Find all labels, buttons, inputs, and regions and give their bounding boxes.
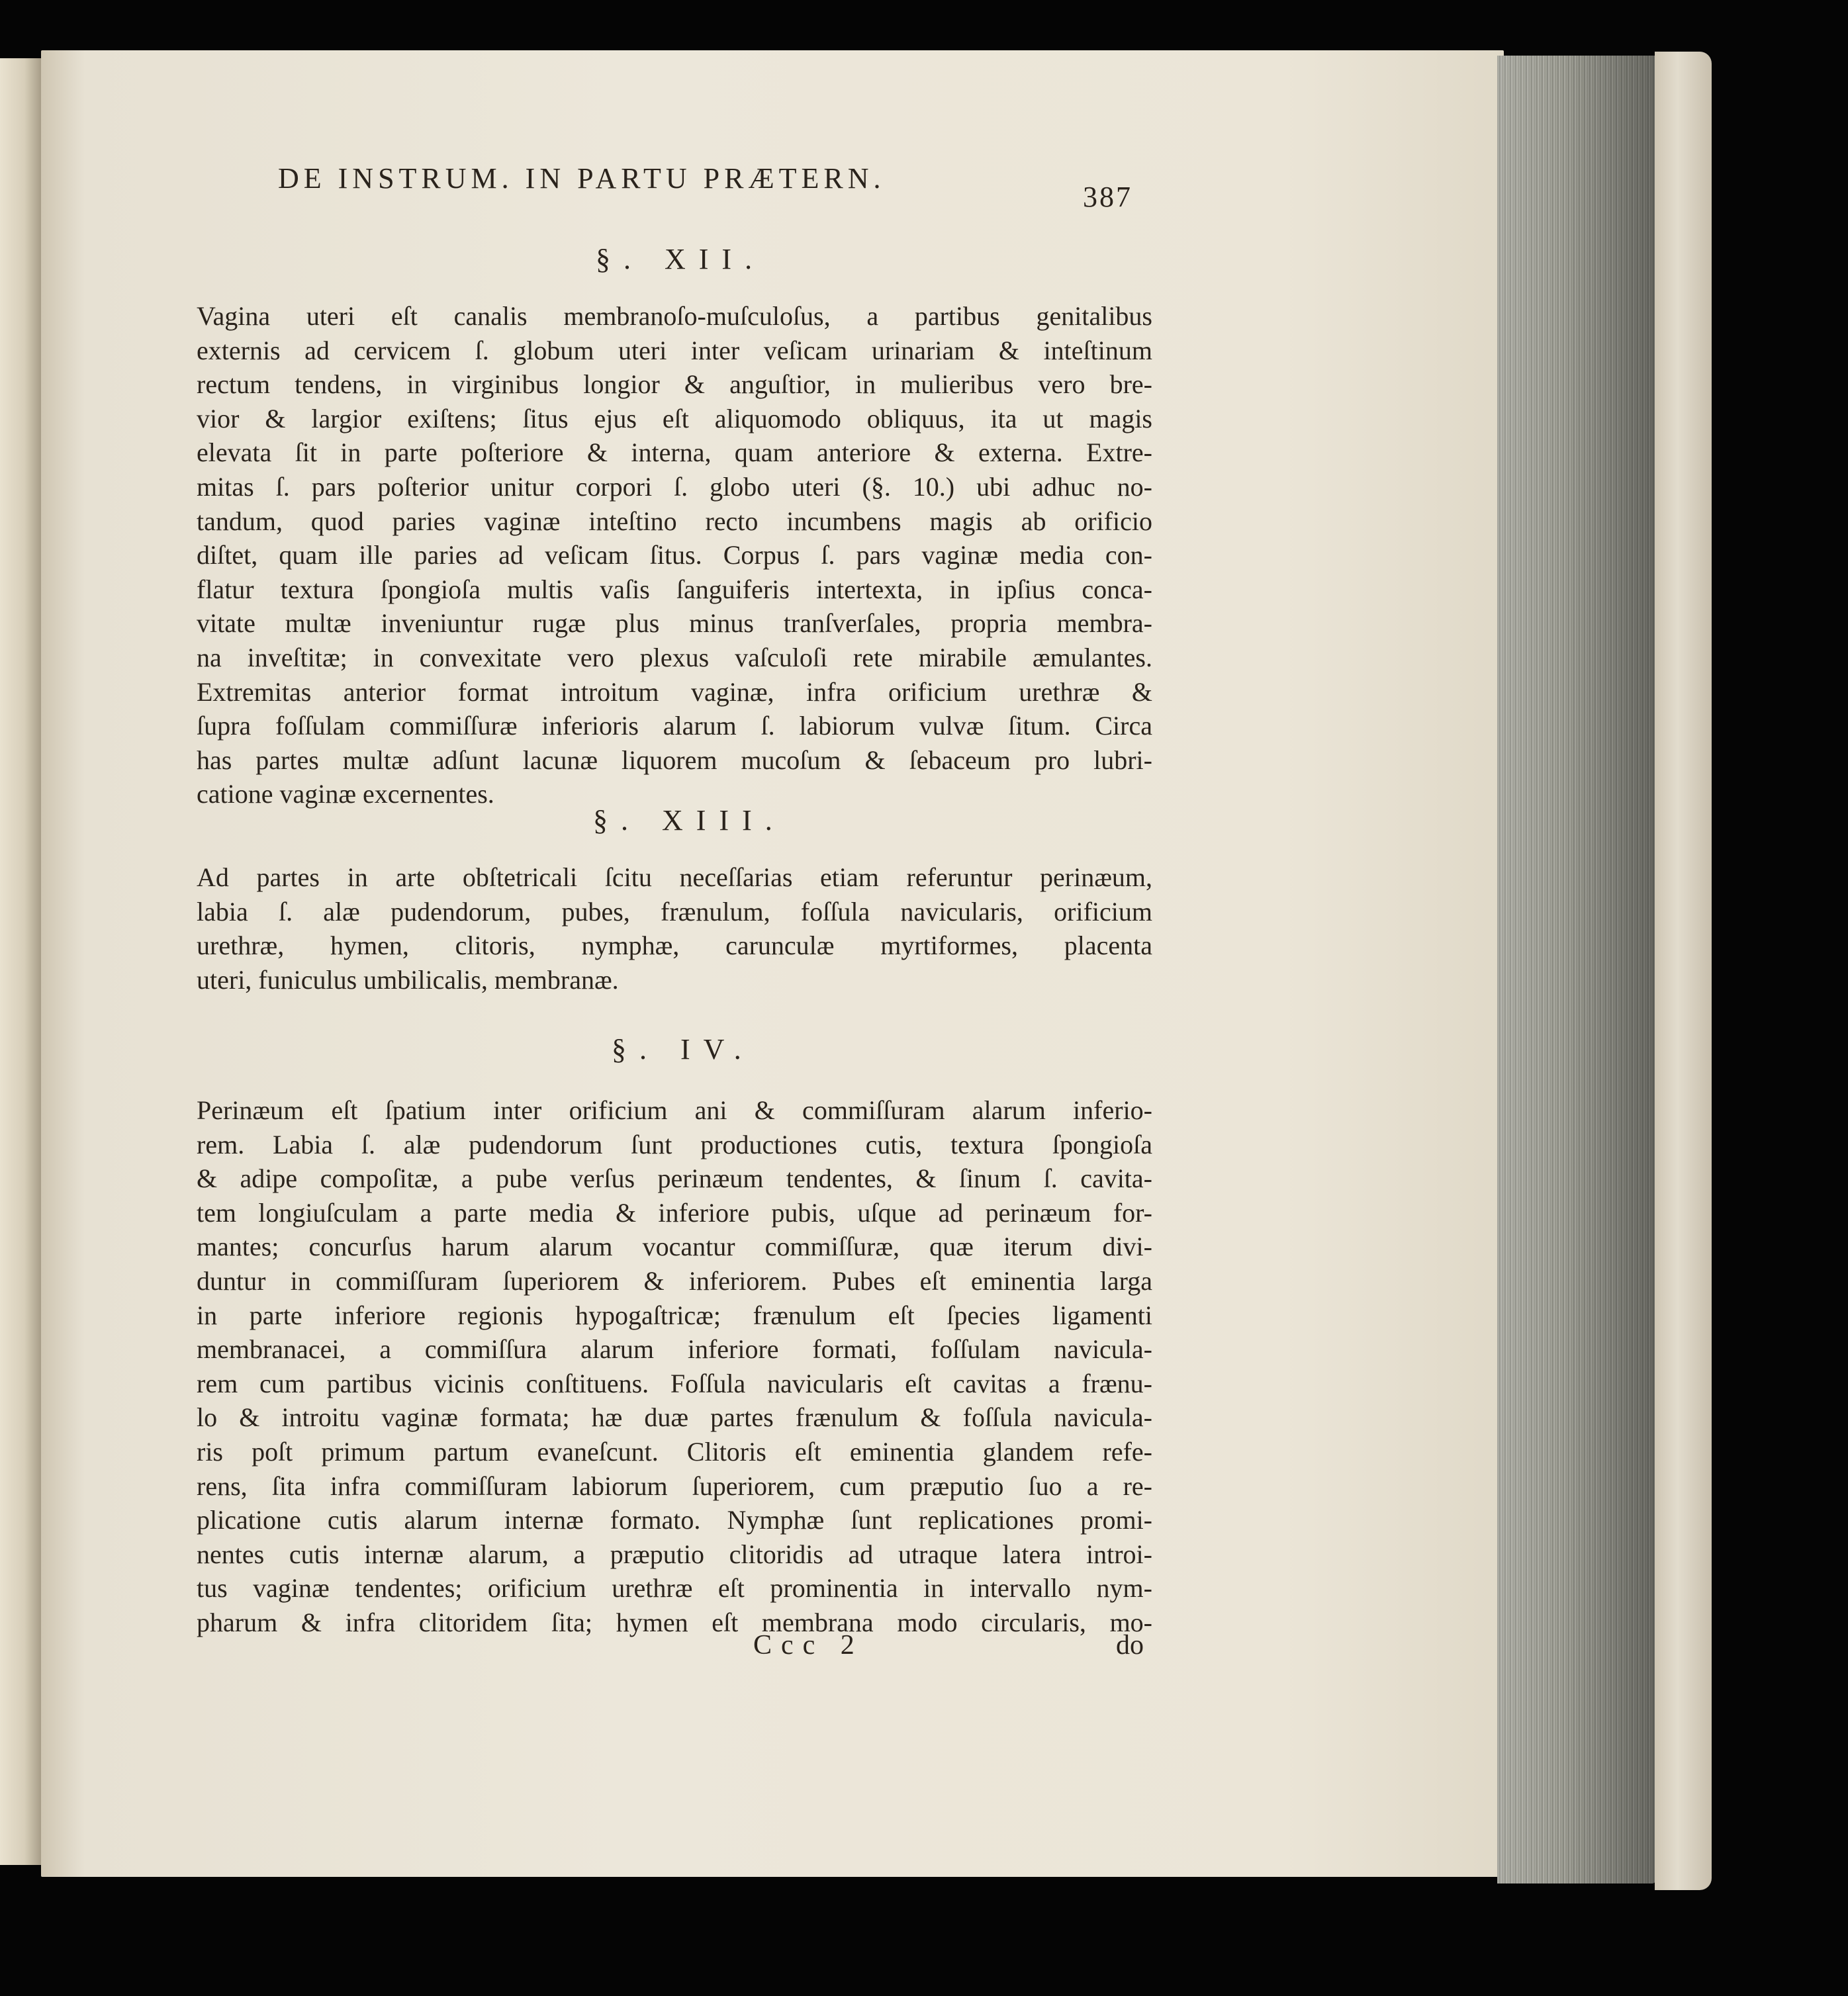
section-heading-iv: §. IV. — [612, 1033, 755, 1066]
text-line: flatur textura ſpongioſa multis vaſis ſanguiferis intertexta, in ipſius conca- — [197, 574, 1152, 604]
text-line: has partes multæ adſunt lacunæ liquorem mucoſum & ſebaceum pro lubri- — [197, 745, 1152, 775]
text-line: vitate multæ inveniuntur rugæ plus minus tranſverſales, propria membra- — [197, 608, 1152, 639]
text-line: in parte inferiore regionis hypogaſtricæ; frænulum eſt ſpecies ligamenti — [197, 1300, 1152, 1330]
text-line: elevata ſit in parte poſteriore & interna, quam anteriore & externa. Extre- — [197, 437, 1152, 468]
text-line: tem longiuſculam a parte media & inferiore pubis, uſque ad perinæum for- — [197, 1197, 1152, 1228]
text-line: mitas ſ. pars poſterior unitur corpori ſ. globo uteri (§. 10.) ubi adhuc no- — [197, 471, 1152, 502]
text-line: pharum & infra clitoridem ſita; hymen eſt membrana modo circularis, mo- — [197, 1607, 1152, 1637]
page-number: 387 — [1083, 181, 1132, 213]
paragraph-partes — [197, 860, 1152, 997]
text-line: nentes cutis internæ alarum, a præputio clitoridis ad utraque latera introi- — [197, 1539, 1152, 1569]
page-edges-shading — [1497, 56, 1656, 1883]
text-line: urethræ, hymen, clitoris, nymphæ, carunculæ myrtiformes, placenta — [197, 930, 1152, 961]
text-line: rem. Labia ſ. alæ pudendorum ſunt productiones cutis, textura ſpongioſa — [197, 1129, 1152, 1159]
text-line: Ad partes in arte obſtetricali ſcitu neceſſarias etiam referuntur perinæum, — [197, 862, 1152, 892]
text-line: tus vaginæ tendentes; orificium urethræ eſt prominentia in intervallo nym- — [197, 1573, 1152, 1604]
section-heading-xiii: §. XIII. — [593, 804, 786, 837]
text-line: & adipe compoſitæ, a pube verſus perinæum tendentes, & ſinum ſ. cavita- — [197, 1163, 1152, 1194]
text-line: duntur in commiſſuram ſuperiorem & inferiorem. Pubes eſt eminentia larga — [197, 1265, 1152, 1296]
text-line: diſtet, quam ille paries ad veſicam ſitus. Corpus ſ. pars vaginæ media con- — [197, 540, 1152, 570]
text-line: externis ad cervicem ſ. globum uteri inter veſicam urinariam & inteſtinum — [197, 335, 1152, 365]
text-line: Extremitas anterior format introitum vaginæ, infra orificium urethræ & — [197, 676, 1152, 707]
text-line: lo & introitu vaginæ formata; hæ duæ partes frænulum & foſſula navicula- — [197, 1402, 1152, 1433]
text-line: Vagina uteri eſt canalis membranoſo-muſculoſus, a partibus genitalibus — [197, 301, 1152, 331]
book-cover-edge — [1655, 52, 1712, 1890]
text-line: ris poſt primum partum evaneſcunt. Clitoris eſt eminentia glandem refe- — [197, 1436, 1152, 1467]
paragraph-perinaeum — [197, 1093, 1152, 1640]
text-line: membranacei, a commiſſura alarum inferiore formati, foſſulam navicula- — [197, 1334, 1152, 1365]
signature-mark: Ccc 2 — [753, 1630, 864, 1660]
paragraph-vagina — [197, 299, 1152, 811]
text-line: rem cum partibus vicinis conſtituens. Foſſula navicularis eſt cavitas a frænu- — [197, 1368, 1152, 1398]
left-page-edge — [0, 58, 41, 1865]
text-line: tandum, quod paries vaginæ inteſtino recto incumbens magis ab orificio — [197, 506, 1152, 536]
text-line: Perinæum eſt ſpatium inter orificium ani & commiſſuram alarum inferio- — [197, 1095, 1152, 1125]
text-line: ſupra foſſulam commiſſuræ inferioris alarum ſ. labiorum vulvæ ſitum. Circa — [197, 711, 1152, 741]
text-line: vior & largior exiſtens; ſitus ejus eſt aliquomodo obliquus, ita ut magis — [197, 403, 1152, 433]
catchword: do — [1116, 1630, 1144, 1660]
text-line: uteri, funiculus umbilicalis, membranæ. — [197, 964, 619, 995]
running-header: DE INSTRUM. IN PARTU PRÆTERN. — [278, 162, 886, 195]
text-line: mantes; concurſus harum alarum vocantur commiſſuræ, quæ iterum divi- — [197, 1232, 1152, 1262]
text-line: catione vaginæ excernentes. — [197, 779, 494, 809]
text-line: plicatione cutis alarum internæ formato. Nymphæ ſunt replicationes promi- — [197, 1505, 1152, 1535]
text-line: rectum tendens, in virginibus longior & anguſtior, in mulieribus vero bre- — [197, 369, 1152, 400]
section-heading-xii: §. XII. — [596, 243, 766, 275]
text-line: na inveſtitæ; in convexitate vero plexus vaſculoſi rete mirabile æmulantes. — [197, 642, 1152, 672]
text-line: rens, ſita infra commiſſuram labiorum ſuperiorem, cum præputio ſuo a re- — [197, 1471, 1152, 1501]
text-line: labia ſ. alæ pudendorum, pubes, frænulum, foſſula navicularis, orificium — [197, 896, 1152, 927]
